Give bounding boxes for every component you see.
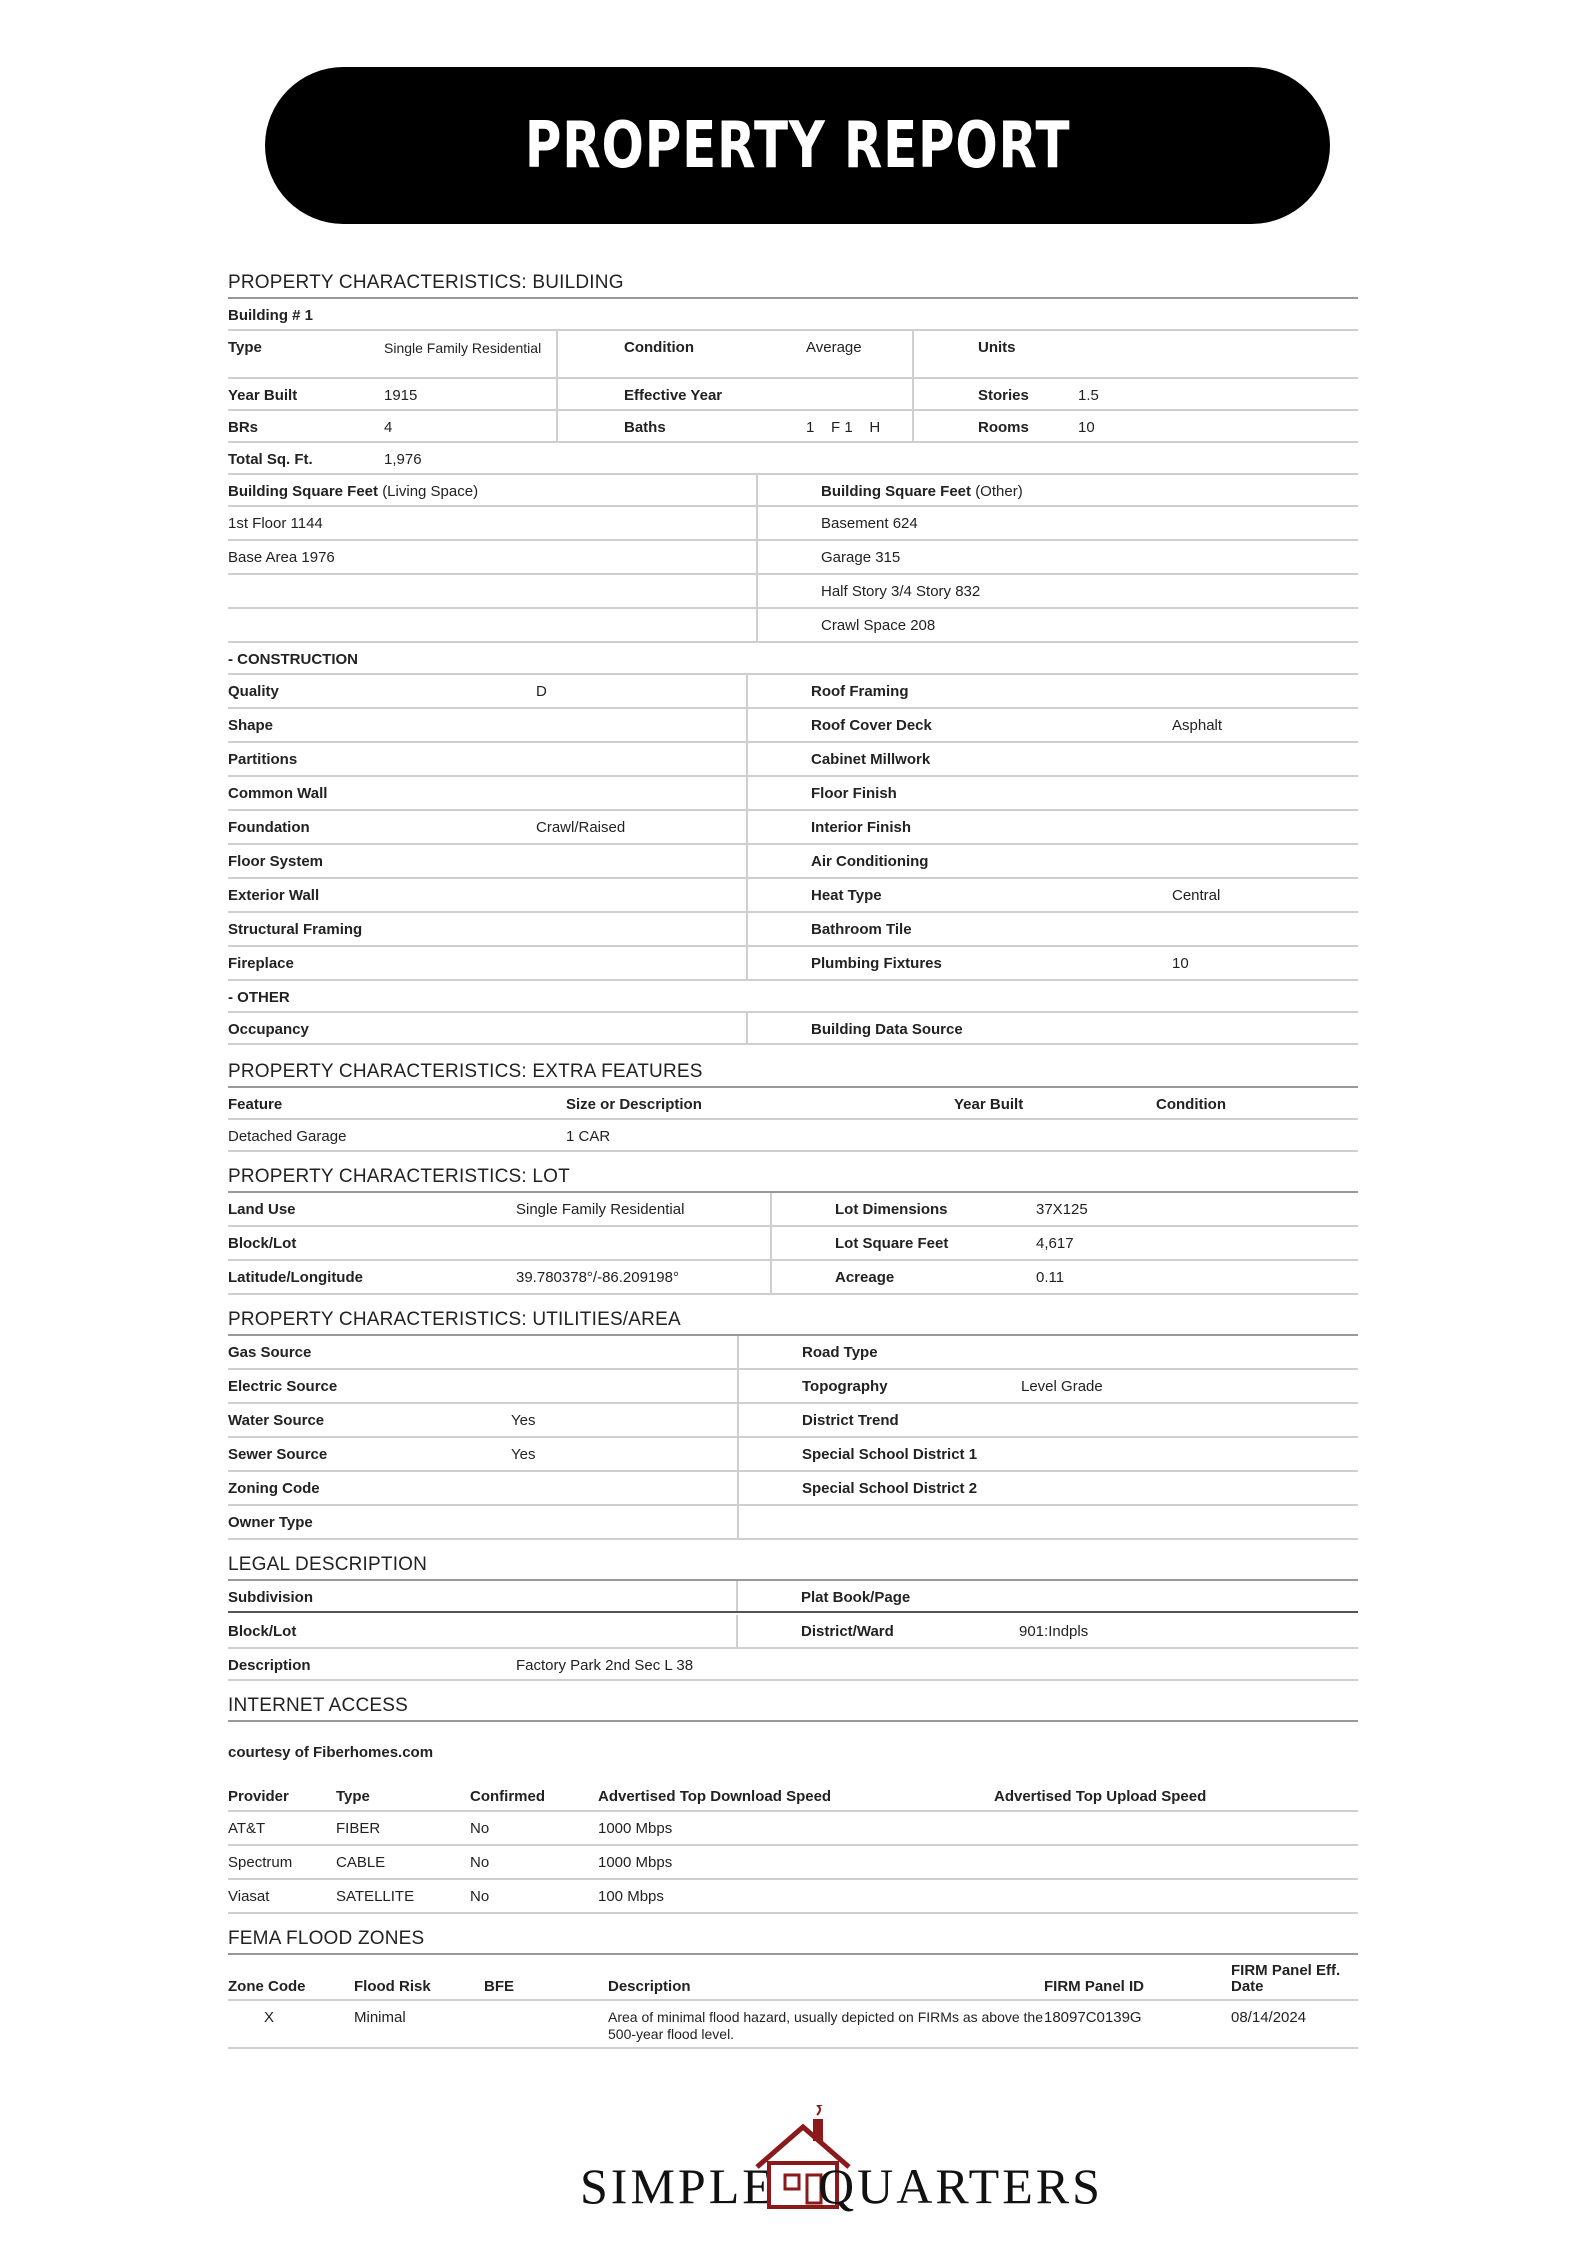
report-banner <box>265 67 1330 224</box>
year-built-value: 1915 <box>384 387 418 404</box>
sqft-other-label: Building Square Feet <box>821 483 972 500</box>
lot-left-value: 39.780378°/-86.209198° <box>516 1269 679 1286</box>
sqft-other-item: Basement 624 <box>821 515 918 532</box>
internet-header-type: Type <box>336 1788 370 1805</box>
construction-left-value: Crawl/Raised <box>536 819 626 836</box>
sqft-row <box>228 575 1358 609</box>
construction-right-label: Cabinet Millwork <box>811 751 931 768</box>
construction-left-label: Floor System <box>228 853 324 870</box>
building-row-sqft <box>228 443 1358 475</box>
building-row-type <box>228 331 1358 379</box>
legal-row-block <box>228 1613 1358 1649</box>
fema-header-panel-date: FIRM Panel Eff. Date <box>1231 1962 1341 1995</box>
sqft-row <box>228 609 1358 643</box>
utilities-rows <box>228 1336 1358 1540</box>
utility-left-value: Yes <box>511 1412 536 1429</box>
occupancy-row <box>228 1013 1358 1045</box>
other-heading-row <box>228 981 1358 1013</box>
fema-panel-id: 18097C0139G <box>1044 2009 1142 2026</box>
utility-right-label: Special School District 2 <box>802 1480 978 1497</box>
report-title: PROPERTY REPORT <box>524 108 1071 183</box>
internet-cell: No <box>470 1820 490 1837</box>
total-sqft-label: Total Sq. Ft. <box>228 451 313 468</box>
sqft-living-item: 1st Floor 1144 <box>228 515 323 532</box>
description-value: Factory Park 2nd Sec L 38 <box>516 1657 694 1674</box>
building-number-row <box>228 299 1358 331</box>
building-row-brs <box>228 411 1358 443</box>
construction-left-label: Structural Framing <box>228 921 363 938</box>
construction-left-label: Partitions <box>228 751 298 768</box>
internet-cell: Spectrum <box>228 1854 293 1871</box>
construction-left-label: Quality <box>228 683 279 700</box>
logo-text-left: SIMPLE <box>580 2158 776 2214</box>
sqft-row <box>228 541 1358 575</box>
construction-right-label: Floor Finish <box>811 785 897 802</box>
other-heading: - OTHER <box>228 989 290 1006</box>
stories-value: 1.5 <box>1078 387 1099 404</box>
fema-header-risk: Flood Risk <box>354 1978 431 1995</box>
construction-left-label: Exterior Wall <box>228 887 320 904</box>
fema-zone: X <box>264 2009 275 2026</box>
construction-left-label: Shape <box>228 717 274 734</box>
type-value: Single Family Residential <box>384 340 542 356</box>
utility-right-value: Level Grade <box>1021 1378 1103 1395</box>
legal-blocklot-label: Block/Lot <box>228 1623 297 1640</box>
extra-header-row <box>228 1088 1358 1120</box>
construction-right-label: Plumbing Fixtures <box>811 955 942 972</box>
extra-header-condition: Condition <box>1156 1096 1226 1113</box>
internet-cell: No <box>470 1888 490 1905</box>
construction-right-label: Interior Finish <box>811 819 912 836</box>
sqft-row <box>228 507 1358 541</box>
construction-row <box>228 947 1358 981</box>
fema-header-bfe: BFE <box>484 1978 514 1995</box>
construction-row <box>228 709 1358 743</box>
construction-row <box>228 879 1358 913</box>
utility-row <box>228 1404 1358 1438</box>
construction-right-label: Roof Cover Deck <box>811 717 932 734</box>
fema-header-zone: Zone Code <box>228 1978 306 1995</box>
simple-quarters-logo <box>580 2105 1103 2215</box>
utility-row <box>228 1506 1358 1540</box>
divider <box>737 1506 739 1538</box>
extra-header-year: Year Built <box>954 1096 1024 1113</box>
internet-cell: No <box>470 1854 490 1871</box>
fema-header-description: Description <box>608 1978 691 1995</box>
extra-header-size: Size or Description <box>566 1096 702 1113</box>
brs-label: BRs <box>228 419 259 436</box>
rooms-value: 10 <box>1078 419 1095 436</box>
lot-row <box>228 1227 1358 1261</box>
rooms-label: Rooms <box>978 419 1029 436</box>
internet-header-download: Advertised Top Download Speed <box>598 1788 832 1805</box>
construction-row <box>228 845 1358 879</box>
effective-year-label: Effective Year <box>624 387 723 404</box>
internet-rows <box>228 1812 1358 1914</box>
internet-cell: AT&T <box>228 1820 266 1837</box>
brs-value: 4 <box>384 419 393 436</box>
building-row-year <box>228 379 1358 411</box>
stories-label: Stories <box>978 387 1029 404</box>
sqft-header-row <box>228 475 1358 507</box>
sqft-other-sub: (Other) <box>975 483 1023 500</box>
internet-cell: 100 Mbps <box>598 1888 664 1905</box>
section-lot-title: PROPERTY CHARACTERISTICS: LOT <box>228 1152 1358 1193</box>
utility-row <box>228 1336 1358 1370</box>
construction-left-label: Common Wall <box>228 785 328 802</box>
internet-row <box>228 1846 1358 1880</box>
construction-row <box>228 675 1358 709</box>
lot-rows <box>228 1193 1358 1295</box>
sqft-other-item: Crawl Space 208 <box>821 617 936 634</box>
sqft-living-item: Base Area 1976 <box>228 549 335 566</box>
baths-label: Baths <box>624 419 666 436</box>
internet-cell: 1000 Mbps <box>598 1854 673 1871</box>
construction-right-label: Heat Type <box>811 887 882 904</box>
building-number: Building # 1 <box>228 307 314 324</box>
utility-row <box>228 1370 1358 1404</box>
construction-right-value: Asphalt <box>1172 717 1223 734</box>
construction-row <box>228 743 1358 777</box>
extra-feature: Detached Garage <box>228 1128 347 1145</box>
occupancy-label: Occupancy <box>228 1021 309 1038</box>
section-legal-title: LEGAL DESCRIPTION <box>228 1540 1358 1581</box>
internet-cell: Viasat <box>228 1888 270 1905</box>
lot-right-value: 37X125 <box>1036 1201 1088 1218</box>
sqft-rows <box>228 507 1358 643</box>
fema-header-panel-id: FIRM Panel ID <box>1044 1978 1145 1995</box>
utility-left-label: Electric Source <box>228 1378 338 1395</box>
internet-row <box>228 1812 1358 1846</box>
construction-right-value: 10 <box>1172 955 1189 972</box>
fema-header-row <box>228 1955 1358 2001</box>
extra-size: 1 CAR <box>566 1128 611 1145</box>
sqft-other-item: Garage 315 <box>821 549 901 566</box>
courtesy-text: courtesy of Fiberhomes.com <box>228 1744 434 1761</box>
lot-left-label: Land Use <box>228 1201 296 1218</box>
lot-right-label: Lot Dimensions <box>835 1201 948 1218</box>
legal-row-subdivision <box>228 1581 1358 1613</box>
lot-right-value: 4,617 <box>1036 1235 1074 1252</box>
section-building-title: PROPERTY CHARACTERISTICS: BUILDING <box>228 262 1358 299</box>
construction-left-label: Fireplace <box>228 955 294 972</box>
description-label: Description <box>228 1657 311 1674</box>
utility-left-label: Water Source <box>228 1412 325 1429</box>
lot-right-value: 0.11 <box>1036 1269 1065 1286</box>
report-body <box>228 262 1358 2049</box>
utility-right-label: Special School District 1 <box>802 1446 978 1463</box>
fema-description: Area of minimal flood hazard, usually depicted on FIRMs as above the 500-year flood level. <box>608 2009 1044 2042</box>
total-sqft-value: 1,976 <box>384 451 422 468</box>
construction-row <box>228 777 1358 811</box>
utility-row <box>228 1472 1358 1506</box>
lot-row <box>228 1261 1358 1295</box>
sqft-living-label: Building Square Feet <box>228 483 379 500</box>
construction-rows <box>228 675 1358 981</box>
plat-label: Plat Book/Page <box>801 1589 911 1606</box>
condition-value: Average <box>806 339 862 356</box>
logo-text-right: QUARTERS <box>818 2158 1103 2214</box>
internet-row <box>228 1880 1358 1914</box>
utility-right-label: Road Type <box>802 1344 878 1361</box>
internet-cell: SATELLITE <box>336 1888 415 1905</box>
construction-left-value: D <box>536 683 547 700</box>
lot-left-label: Block/Lot <box>228 1235 297 1252</box>
internet-header-upload: Advertised Top Upload Speed <box>994 1788 1207 1805</box>
lot-row <box>228 1193 1358 1227</box>
lot-right-label: Lot Square Feet <box>835 1235 949 1252</box>
legal-row-description <box>228 1649 1358 1681</box>
construction-heading: - CONSTRUCTION <box>228 651 358 668</box>
district-value: 901:Indpls <box>1019 1623 1089 1640</box>
internet-cell: 1000 Mbps <box>598 1820 673 1837</box>
lot-left-label: Latitude/Longitude <box>228 1269 363 1286</box>
construction-right-value: Central <box>1172 887 1221 904</box>
utility-right-label: Topography <box>802 1378 888 1395</box>
utility-right-label: District Trend <box>802 1412 899 1429</box>
condition-label: Condition <box>624 339 694 356</box>
section-utilities-title: PROPERTY CHARACTERISTICS: UTILITIES/AREA <box>228 1295 1358 1336</box>
internet-header-provider: Provider <box>228 1788 289 1805</box>
sqft-other-item: Half Story 3/4 Story 832 <box>821 583 981 600</box>
section-fema-title: FEMA FLOOD ZONES <box>228 1914 1358 1955</box>
internet-cell: CABLE <box>336 1854 386 1871</box>
year-built-label: Year Built <box>228 387 298 404</box>
section-internet-title: INTERNET ACCESS <box>228 1681 1358 1722</box>
utility-left-label: Zoning Code <box>228 1480 320 1497</box>
construction-right-label: Bathroom Tile <box>811 921 912 938</box>
internet-header-confirmed: Confirmed <box>470 1788 545 1805</box>
construction-left-label: Foundation <box>228 819 310 836</box>
construction-right-label: Air Conditioning <box>811 853 929 870</box>
sqft-living-sub: (Living Space) <box>382 483 479 500</box>
internet-cell: FIBER <box>336 1820 381 1837</box>
type-label: Type <box>228 339 262 356</box>
construction-row <box>228 913 1358 947</box>
utility-row <box>228 1438 1358 1472</box>
data-source-label: Building Data Source <box>811 1021 963 1038</box>
utility-left-label: Owner Type <box>228 1514 313 1531</box>
baths-value: 1 F 1 H <box>806 419 881 436</box>
fema-panel-date: 08/14/2024 <box>1231 2009 1307 2026</box>
utility-left-value: Yes <box>511 1446 536 1463</box>
lot-left-value: Single Family Residential <box>516 1201 685 1218</box>
extra-row <box>228 1120 1358 1152</box>
units-label: Units <box>978 339 1016 356</box>
fema-row <box>228 2001 1358 2049</box>
internet-header-row <box>228 1780 1358 1812</box>
lot-right-label: Acreage <box>835 1269 895 1286</box>
section-extra-title: PROPERTY CHARACTERISTICS: EXTRA FEATURES <box>228 1045 1358 1088</box>
construction-row <box>228 811 1358 845</box>
construction-right-label: Roof Framing <box>811 683 909 700</box>
utility-left-label: Gas Source <box>228 1344 312 1361</box>
extra-header-feature: Feature <box>228 1096 283 1113</box>
utility-left-label: Sewer Source <box>228 1446 328 1463</box>
fema-risk: Minimal <box>354 2009 406 2026</box>
subdivision-label: Subdivision <box>228 1589 314 1606</box>
construction-heading-row <box>228 643 1358 675</box>
district-label: District/Ward <box>801 1623 894 1640</box>
